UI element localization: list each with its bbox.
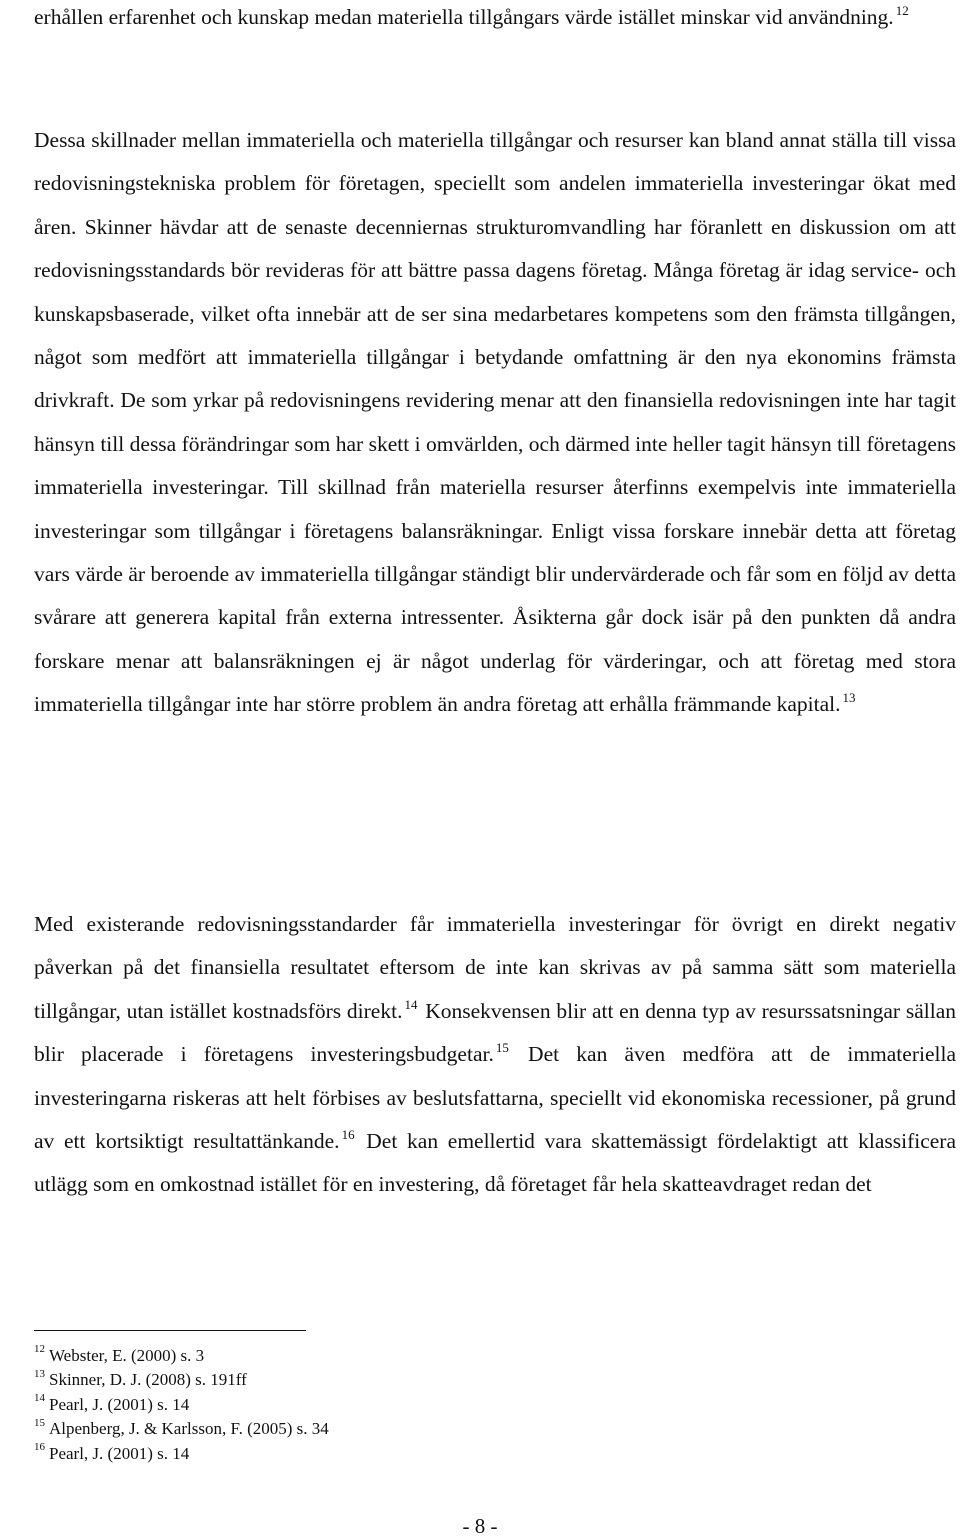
footnote-text: Skinner, D. J. (2008) s. 191ff: [49, 1370, 247, 1390]
footnote-text: Webster, E. (2000) s. 3: [49, 1346, 205, 1365]
footnote-number: 13: [34, 1367, 45, 1380]
footnote-15: [34, 1417, 329, 1441]
paragraph-text: erhållen erfarenhet och kunskap medan materiella tillgångars värde istället minskar vid användning.: [34, 5, 894, 29]
footnote-number: 14: [34, 1392, 45, 1405]
body-paragraph-3: [34, 903, 956, 1207]
footnote-number: 15: [34, 1416, 45, 1429]
footnote-ref-16[interactable]: 16: [341, 1126, 355, 1142]
paragraph-text: Det kan emellertid vara skattemässigt fördelaktigt att klassificera utlägg som en omkostnad istället för en investering, då företaget får hela skatteavdraget redan det: [34, 1129, 956, 1197]
footnote-13: [34, 1368, 329, 1392]
footnote-14: [34, 1393, 329, 1417]
footnote-text: Pearl, J. (2001) s. 14: [49, 1443, 190, 1463]
page-number: - 8 -: [462, 1514, 498, 1538]
paragraph-text: Med existerande redovisningsstandarder får immateriella investeringar för övrigt en direkt negativ påverkan på det finansiella resultatet eftersom de inte kan skrivas av på samma sätt som materiella tillgångar, utan istället kostnadsförs direkt.: [34, 912, 956, 1023]
footnote-text: Alpenberg, J. & Karlsson, F. (2005) s. 34: [49, 1419, 329, 1439]
body-paragraph-2: [34, 119, 956, 727]
footnote-separator: [34, 1330, 306, 1331]
footnote-list: [34, 1344, 329, 1466]
footnote-16: [34, 1442, 329, 1466]
footnote-ref-13[interactable]: 13: [842, 690, 856, 706]
footnote-number: 16: [34, 1440, 45, 1453]
footnote-number: 12: [34, 1343, 45, 1356]
footnote-ref-15[interactable]: 15: [495, 1040, 509, 1056]
footnote-text: Pearl, J. (2001) s. 14: [49, 1394, 190, 1414]
paragraph-text: Konsekvensen blir att en denna typ av resurssatsningar sällan blir placerade i företagens investeringsbudgetar.: [34, 998, 956, 1067]
footnote-ref-14[interactable]: 14: [404, 996, 418, 1012]
paragraph-text: Dessa skillnader mellan immateriella och materiella tillgångar och resurser kan bland annat ställa till vissa redovisningstekniska problem för företagen, speciellt som andelen immateriella investeringar ökat med åren. Skinner hävdar att de senaste decenniernas strukturomvandling har föranlett en diskussion om att redovisningsstandards bör revideras för att bättre passa dagens företag. Många företag är idag service- och kunskapsbaserade, vilket ofta innebär att de ser sina medarbetares kompetens som den främsta tillgången, något som medfört att immateriella tillgångar i betydande omfattning är den nya ekonomins främsta drivkraft. De som yrkar på redovisningens revidering menar att den finansiella redovisningen inte har tagit hänsyn till dessa förändringar som har skett i omvärlden, och därmed inte heller tagit hänsyn till företagens immateriella investeringar. Till skillnad från materiella resurser återfinns exempelvis inte immateriella investeringar som tillgångar i företagens balansräkningar. Enligt vissa forskare innebär detta att företag vars värde är beroende av immateriella tillgångar ständigt blir undervärderade och får som en följd av detta svårare att generera kapital från externa intressenter. Åsikterna går dock isär på den punkten då andra forskare menar att balansräkningen ej är något underlag för värderingar, och att företag med stora immateriella tillgångar inte har större problem än andra företag att erhålla främmande kapital.: [34, 128, 956, 717]
paragraph-text: Det kan även medföra att de immateriella investeringarna riskeras att helt förbises av beslutsfattarna, speciellt vid ekonomiska recessioner, på grund av ett kortsiktigt resultattänkande.: [34, 1042, 956, 1154]
body-paragraph-1: [34, 0, 956, 39]
footnote-ref-12[interactable]: 12: [895, 2, 909, 18]
footnote-12: [34, 1344, 329, 1368]
